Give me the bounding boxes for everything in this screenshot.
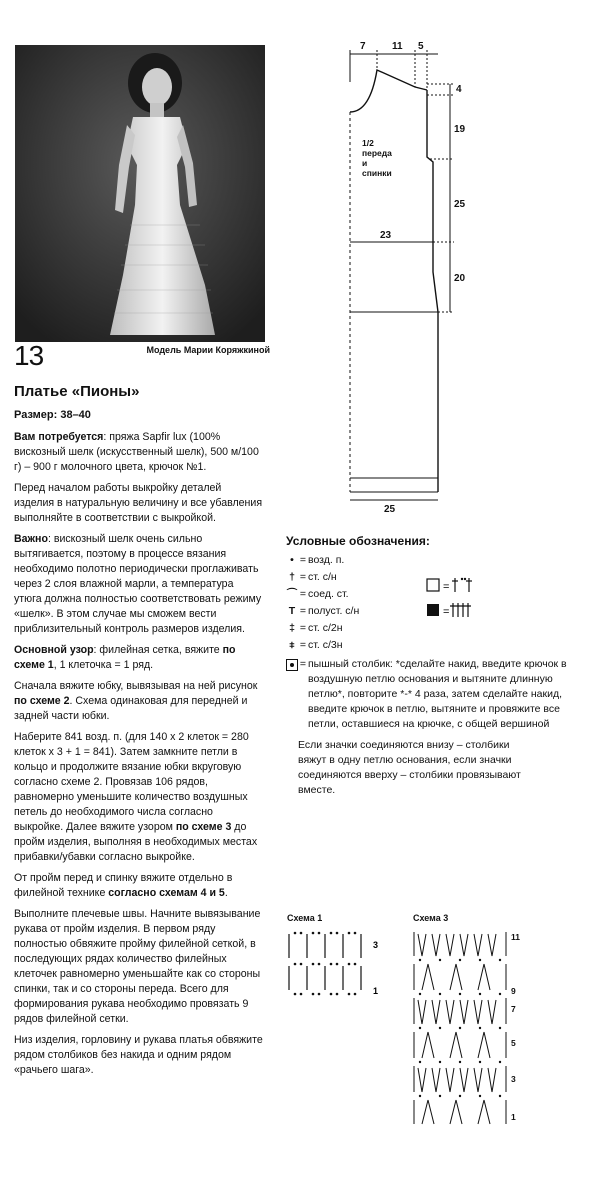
page-title: Платье «Пионы» bbox=[14, 383, 140, 400]
scheme3-band bbox=[414, 964, 506, 990]
scheme3-row-label: 9 bbox=[511, 986, 516, 996]
legend-item: • = возд. п. bbox=[286, 553, 591, 570]
scheme3-row-label: 5 bbox=[511, 1038, 516, 1048]
paragraph-main-pattern: Основной узор: филейная сетка, вяжите по схеме 1, 1 клеточка = 1 ряд. bbox=[14, 644, 236, 671]
double-crochet-icon: † bbox=[289, 571, 295, 583]
scheme3-row-label: 1 bbox=[511, 1112, 516, 1122]
size-line: Размер: 38–40 bbox=[14, 409, 91, 421]
legend-item-puff: = пышный столбик: *сделайте накид, введите крючок в воздушную петлю основания и вытяните длинную петлю*, повторите *-* 4 раза, затем сделайте накид, введите крючок в петлю, вытяните и провяжите все петли, оставшиеся на крючке, с общей вершиной bbox=[286, 657, 591, 732]
scheme3-band bbox=[414, 932, 506, 956]
model-photo bbox=[15, 45, 265, 342]
model-caption: Модель Марии Коряжкиной bbox=[146, 345, 270, 355]
scheme1-row-label: 3 bbox=[373, 940, 379, 950]
scheme3-row-label: 11 bbox=[511, 932, 520, 942]
paragraph-skirt: Сначала вяжите юбку, вывязывая на ней рисунок по схеме 2. Схема одинаковая для передней и задней части юбки. bbox=[14, 680, 258, 722]
scheme1-label: Схема 1 bbox=[287, 913, 323, 923]
scheme1-row-top bbox=[289, 934, 361, 958]
dim-top-2: 11 bbox=[392, 42, 403, 52]
piece-label-1: 1/2 bbox=[362, 138, 374, 148]
dim-right-1: 4 bbox=[456, 84, 462, 95]
legend-item: ‡ = ст. с/2н bbox=[286, 621, 591, 638]
scheme3-label: Схема 3 bbox=[413, 913, 449, 923]
legend-item: † = ст. с/н bbox=[286, 570, 591, 587]
scheme3-row-label: 7 bbox=[511, 1004, 516, 1014]
treble-crochet-icon: ‡ bbox=[289, 622, 295, 634]
paragraph-edging: Низ изделия, горловину и рукава платья обвяжите рядом столбиков без накида и одним рядом «рачьего шага». bbox=[14, 1034, 263, 1076]
dim-top-1: 7 bbox=[360, 42, 366, 52]
paragraph-materials: Вам потребуется: пряжа Sapfir lux (100% вискозный шелк (искусственный шелк), 500 м/100 г) – 900 г молочного цвета, крючок №1. bbox=[14, 431, 259, 473]
filet-legend bbox=[425, 576, 495, 622]
slip-stitch-icon: ⌒ bbox=[286, 588, 298, 600]
neckline-outline bbox=[350, 70, 427, 112]
legend-item: ⧧ = ст. с/3н bbox=[286, 638, 591, 655]
scheme3-band bbox=[414, 998, 506, 1024]
paragraph-cast-on: Наберите 841 возд. п. (для 140 х 2 клеток = 280 клеток х 3 + 1 = 841). Затем замкните петли в кольцо и продолжите вязание юбки вкруговую согласно схеме 2. Провязав 106 рядов, равномерно уменьшите количество воздушных петель до необходимого числа согласно выкройке. Далее вяжите узором по схеме 3 до пройм изделия, выполняя в необходимых местах прибавки/убавки согласно выкройке. bbox=[14, 731, 258, 863]
paragraph-preparation: Перед началом работы выкройку деталей изделия в натуральную величину и все убавления выполняйте в соответствии с выкройкой. bbox=[14, 482, 263, 524]
scheme1-row-bottom bbox=[289, 966, 361, 990]
dim-right-4: 20 bbox=[454, 273, 466, 284]
scheme3-band bbox=[414, 1100, 506, 1124]
legend-note: Если значки соединяются внизу – столбики вяжут в одну петлю основания, если значки соединяются вверху – столбики провязывают вместе. bbox=[298, 739, 521, 796]
open-mesh-icon bbox=[427, 579, 439, 591]
half-double-icon: T bbox=[288, 605, 296, 617]
piece-label-4: спинки bbox=[362, 168, 392, 178]
legend-title: Условные обозначения: bbox=[286, 534, 430, 548]
chain-stitch-icon: • bbox=[290, 554, 294, 566]
paragraph-sleeves: Выполните плечевые швы. Начните вывязывание рукава от пройм изделия. В первом ряду полностью обвяжите пройму филейной сеткой, в последующих рядах количество филейных клеточек равномерно уменьшайте как со стороны спинки, так и со стороны переда. Всего для формирования рукава необходимо провязать 9 рядов филейной сетки. bbox=[14, 908, 261, 1025]
scheme3-band bbox=[414, 1066, 506, 1092]
dim-width-mid: 23 bbox=[380, 230, 392, 241]
model-number: 13 bbox=[14, 340, 44, 371]
filled-block-symbol-icon bbox=[450, 603, 471, 617]
double-treble-icon: ⧧ bbox=[289, 639, 295, 651]
legend-item: T = полуст. с/н bbox=[286, 604, 591, 621]
instructions bbox=[14, 430, 264, 1084]
legend-item: ⌒ = соед. ст. bbox=[286, 588, 349, 600]
dim-width-bottom: 25 bbox=[384, 504, 396, 512]
scheme3-row-label: 3 bbox=[511, 1074, 516, 1084]
scheme3-band bbox=[414, 1032, 506, 1058]
paragraph-important: Важно: вискозный шелк очень сильно вытягивается, поэтому в процессе вязания необходимо полотно периодически проглаживать через 2 слоя влажной марли, а температура утюга должна полностью соответствовать режиму «шелк». В этом случае мы сможем вести приблизительный контроль размеров изделия. bbox=[14, 533, 262, 635]
side-seam-outline bbox=[427, 90, 438, 492]
svg-text:=: = bbox=[443, 581, 450, 593]
dim-right-3: 25 bbox=[454, 199, 466, 210]
piece-label-2: переда bbox=[362, 148, 392, 158]
scheme1-row-label: 1 bbox=[373, 986, 379, 996]
dim-top-3: 5 bbox=[418, 42, 424, 52]
svg-text:=: = bbox=[443, 606, 450, 618]
dress-photo-image bbox=[15, 45, 265, 342]
legend bbox=[286, 534, 591, 798]
puff-stitch-icon bbox=[286, 659, 298, 671]
filled-block-icon bbox=[427, 604, 439, 616]
piece-label-3: и bbox=[362, 158, 368, 168]
scheme3-chart bbox=[410, 928, 530, 1128]
paragraph-armholes: От пройм перед и спинку вяжите отдельно в филейной технике согласно схемам 4 и 5. bbox=[14, 872, 233, 899]
scheme1-chart bbox=[285, 928, 385, 1000]
dim-right-2: 19 bbox=[454, 124, 466, 135]
garment-pattern-diagram bbox=[330, 42, 480, 512]
